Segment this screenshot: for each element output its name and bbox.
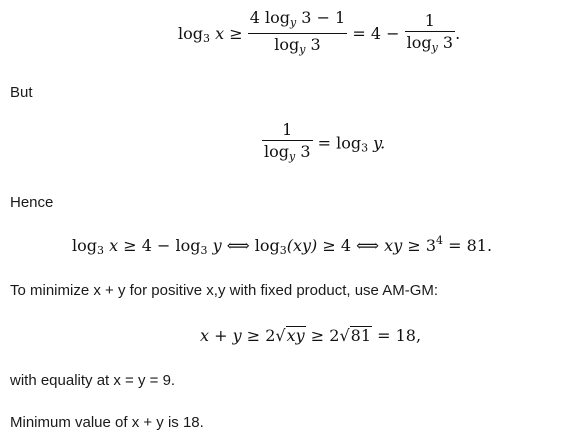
eq1-frac1-num-tail: 3 − 1 <box>301 8 346 27</box>
eq1-fraction-1 <box>248 8 348 61</box>
eq1-lhs-var: x <box>215 24 225 43</box>
eq3-p3-base: 3 <box>279 244 287 257</box>
eq3-p1-var: x <box>109 236 119 255</box>
eq1-frac2-num: 1 <box>424 10 435 30</box>
eq2-frac-num: 1 <box>282 120 293 139</box>
eq3-p6: = 81. <box>448 236 493 255</box>
eq4-radical-2: √ <box>339 326 350 345</box>
eq1-frac1-den-base: y <box>299 43 306 56</box>
eq3-p3: log <box>254 236 280 255</box>
eq1-frac2-den-base: y <box>431 40 438 54</box>
eq4-lhs: x + y <box>200 326 242 345</box>
eq1-frac1-num-base: y <box>289 16 297 29</box>
eq1-frac2-den-tail: 3 <box>442 32 454 52</box>
eq3-p3-arg: (xy) <box>286 236 318 255</box>
text-equality: with equality at x = y = 9. <box>10 372 176 389</box>
equation-log3x-inequality <box>178 8 460 61</box>
eq2-rhs-var: y. <box>373 133 386 153</box>
eq1-lhs-rel: ≥ <box>229 24 243 43</box>
eq1-lhs-base: 3 <box>203 32 210 45</box>
eq1-fraction-2 <box>405 11 456 59</box>
eq2-frac-den-tail: 3 <box>300 142 311 161</box>
eq3-arrow-2: ⟺ <box>356 236 380 255</box>
text-minimize: To minimize x + y for positive x,y with fixed product, use AM-GM: <box>10 282 439 299</box>
eq3-p2-base: 3 <box>200 244 208 257</box>
text-hence: Hence <box>10 194 54 211</box>
eq1-end: . <box>455 24 461 43</box>
eq3-p5: ≥ 3 <box>407 236 436 255</box>
eq1-mid: = 4 − <box>352 24 400 43</box>
eq1-frac1-den: log <box>274 35 300 54</box>
equation-am-gm <box>200 326 421 345</box>
eq2-frac-den-base: y <box>289 150 296 163</box>
eq1-lhs-log: log <box>178 24 203 43</box>
eq3-p4: ≥ 4 <box>322 236 352 255</box>
eq2-rhs-eq: = log <box>317 133 362 153</box>
eq3-p5-exp: 4 <box>436 234 443 247</box>
eq1-frac1-num: 4 log <box>249 8 290 27</box>
equation-reciprocal-log <box>262 120 385 168</box>
eq3-p2-var: y <box>212 236 222 255</box>
text-minimum-value: Minimum value of x + y is 18. <box>10 414 204 431</box>
eq3-p2: ≥ 4 − log <box>123 236 201 255</box>
eq4-sqrt-1: xy <box>286 326 305 345</box>
eq3-arrow-1: ⟺ <box>226 236 250 255</box>
eq4-rel-1: ≥ 2 <box>246 326 276 345</box>
eq2-frac-den: log <box>264 142 289 161</box>
eq3-p1-base: 3 <box>97 244 104 257</box>
text-but: But <box>10 84 33 101</box>
eq2-fraction <box>262 120 313 168</box>
eq4-radical-1: √ <box>275 326 286 345</box>
equation-chain-product <box>72 234 492 257</box>
eq2-rhs-base: 3 <box>361 141 369 155</box>
eq4-sqrt-2: 81 <box>350 326 371 345</box>
eq1-frac2-den: log <box>406 32 432 52</box>
eq1-frac1-den-tail: 3 <box>310 35 321 54</box>
eq4-rhs: = 18, <box>377 326 422 345</box>
eq3-p1: log <box>72 236 97 255</box>
eq3-p5-var: xy <box>384 236 403 255</box>
eq4-rel-2: ≥ 2 <box>310 326 340 345</box>
